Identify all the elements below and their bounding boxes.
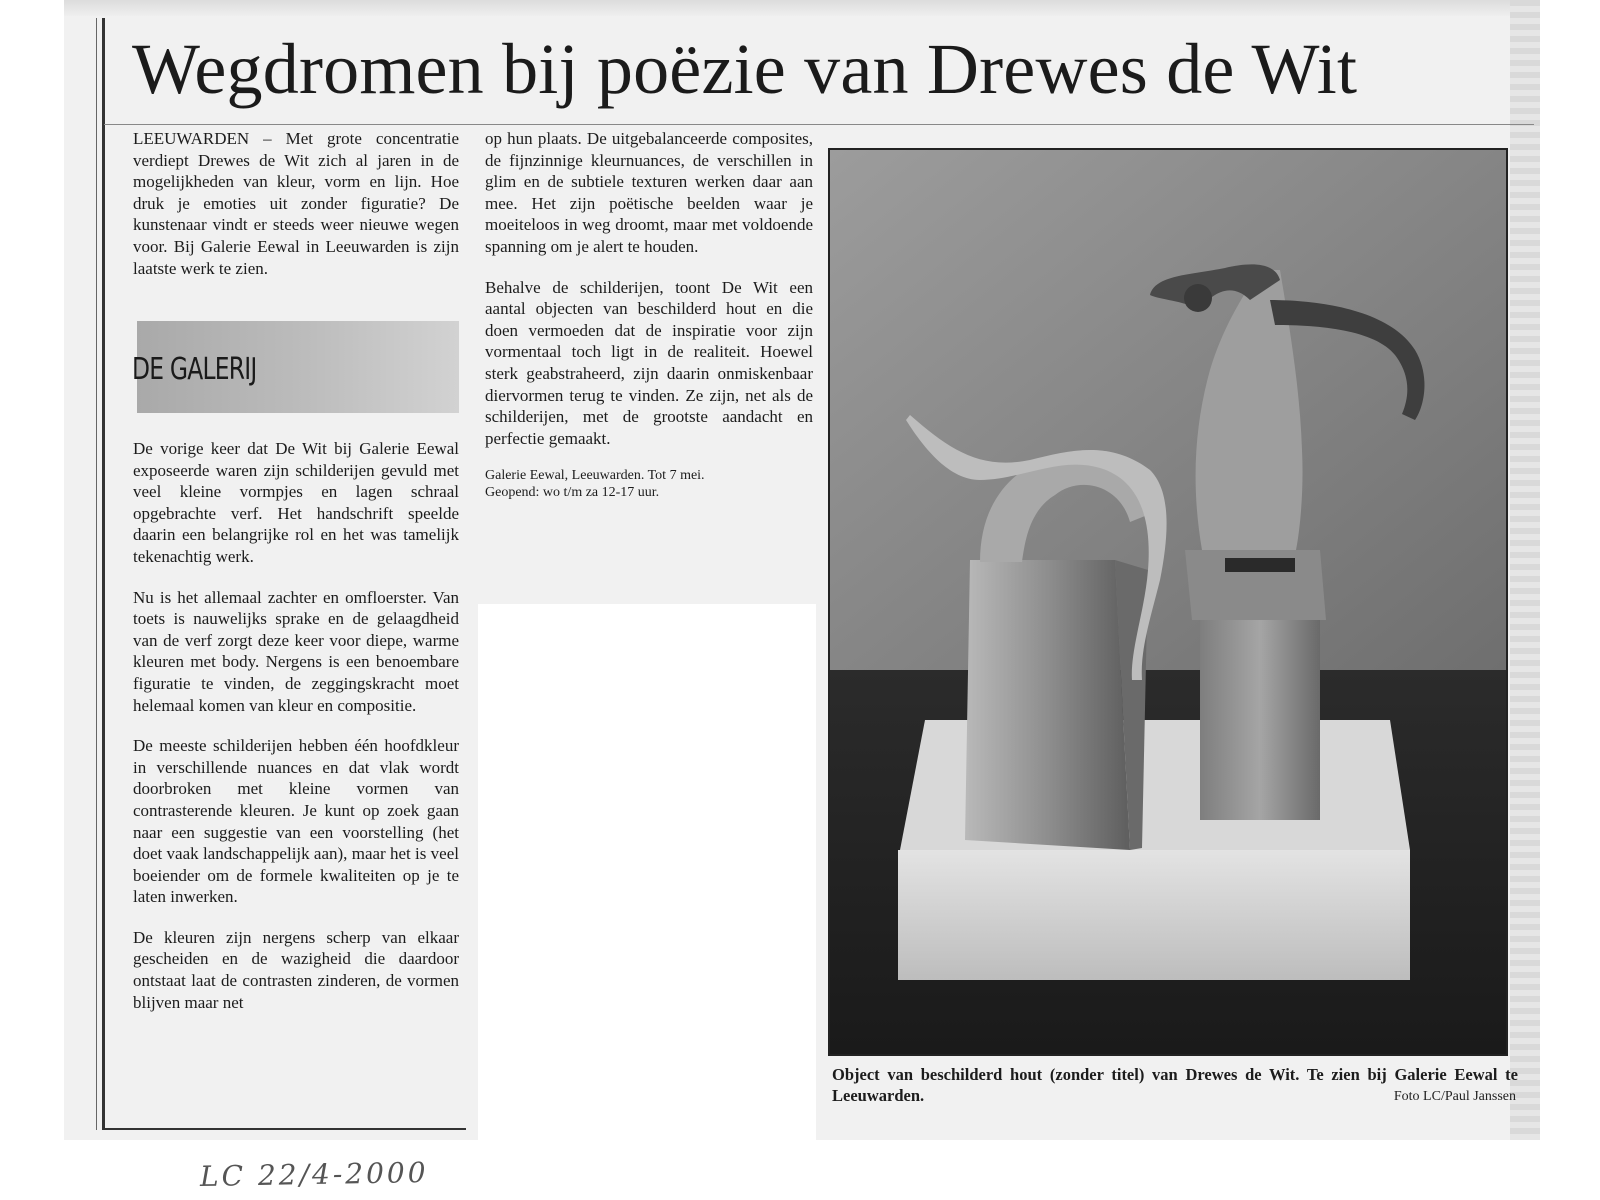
body-column-1 — [133, 438, 459, 1032]
bottom-rule — [104, 1128, 466, 1130]
paragraph: De kleuren zijn nergens scherp van elkaar gescheiden en de wazigheid die daardoor ontstaat laat de contrasten zinderen, de vormen blijven maar net — [133, 927, 459, 1012]
sculpture-photo — [828, 148, 1508, 1056]
handwritten-date-note: LC 22/4-2000 — [199, 1156, 429, 1193]
exhibition-info-line-1: Galerie Eewal, Leeuwarden. Tot 7 mei. — [485, 468, 705, 484]
column-rule — [102, 18, 105, 1130]
intro-column — [133, 128, 459, 298]
blank-area — [478, 604, 816, 1200]
paragraph: Nu is het allemaal zachter en omfloerster. Van toets is nauwelijks sprake en de gelaagdheid van de verf zorgt deze keer voor diepe, warme kleuren met body. Nergens is een benoembare figuratie te vinden, de zeggingskracht moet helemaal komen van kleur en compositie. — [133, 587, 459, 715]
paragraph: Behalve de schilderijen, toont De Wit een aantal objecten van beschilderd hout en die doen vermoeden dat de inspiratie voor zijn vormentaal toch ligt in de realiteit. Hoewel sterk geabstraheerd, zijn daarin onmiskenbaar diervormen terug te vinden. Ze zijn, net als de schilderijen, met de grootste aandacht en perfectie gemaakt. — [485, 277, 813, 448]
scan-right-edge — [1510, 0, 1540, 1160]
body-column-2 — [485, 128, 813, 520]
column-rule-outer — [96, 18, 97, 1130]
scan-top-edge — [64, 0, 1540, 16]
exhibition-info — [485, 468, 813, 501]
paragraph: op hun plaats. De uitgebalanceerde composites, de fijnzinnige kleurnuances, de verschillen in glim en de subtiele texturen werken daar aan mee. Het zijn poëtische beelden waar je moeiteloos in weg droomt, maar met voldoende spanning om je alert te houden. — [485, 129, 813, 256]
article-headline: Wegdromen bij poëzie van Drewes de Wit — [132, 29, 1358, 109]
exhibition-info-line-2: Geopend: wo t/m za 12-17 uur. — [485, 484, 660, 500]
photo-credit: Foto LC/Paul Janssen — [1393, 1089, 1516, 1104]
intro-paragraph: LEEUWARDEN – Met grote concentratie verdiept Drewes de Wit zich al jaren in de mogelijkheden van kleur, vorm en lijn. Hoe druk je emoties uit zonder figuratie? De kunstenaar vindt er steeds weer nieuwe wegen voor. Bij Galerie Eewal in Leeuwarden is zijn laatste werk te zien. — [133, 129, 459, 278]
sculpture-image — [830, 150, 1506, 1054]
paragraph: De vorige keer dat De Wit bij Galerie Eewal exposeerde waren zijn schilderijen gevuld met veel kleine vormpjes en lagen schraal opgebrachte verf. Het handschrift speelde daarin een belangrijke rol en het was tamelijk tekenachtig werk. — [133, 439, 459, 566]
headline-rule — [104, 124, 1534, 125]
photo-caption: Object van beschilderd hout (zonder titel) van Drewes de Wit. Te zien bij Galerie Eewal te Leeuwarden. — [832, 1065, 1518, 1105]
column-head-title: DE GALERIJ — [132, 352, 257, 387]
paragraph: De meeste schilderijen hebben één hoofdkleur in verschillende nuances en dat vlak wordt doorbroken met kleine vormen van contrasterende kleuren. Je kunt op zoek gaan naar een suggestie van een voorstelling (het doet vaak landschappelijk aan), maar het is veel boeiender om de formele kwaliteiten op je te laten inwerken. — [133, 736, 459, 907]
